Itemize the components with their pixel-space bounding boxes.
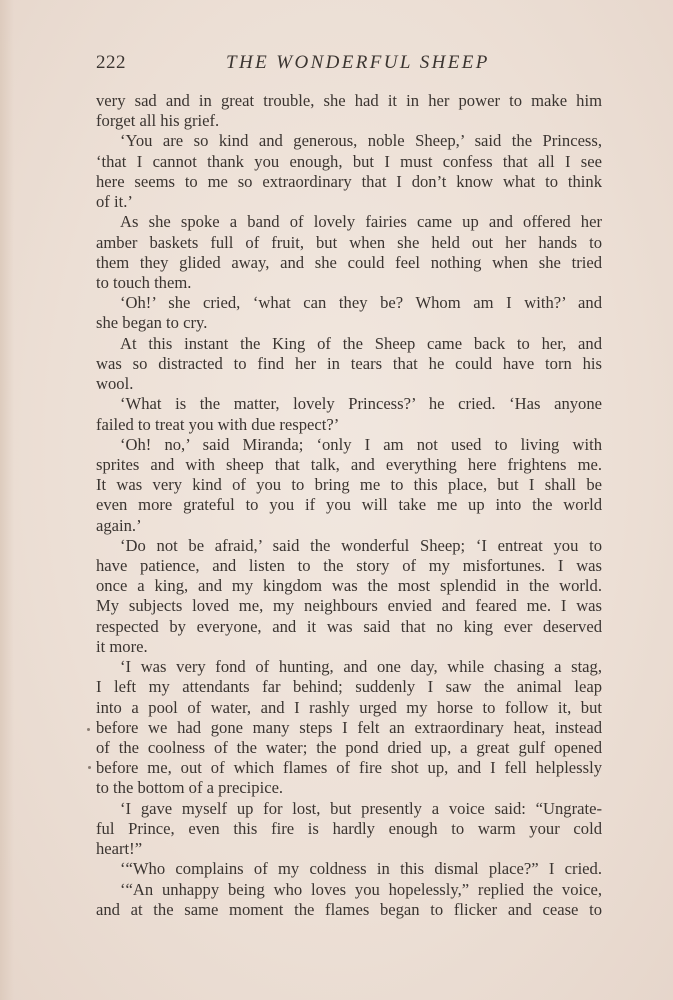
text-line: to touch them. (96, 272, 192, 292)
text-line: ‘Oh! no,’ said Miranda; ‘only I am not used to living with (120, 434, 602, 454)
text-line: respected by everyone, and it was said that no king ever deserved (96, 616, 602, 636)
text-line: wool. (96, 374, 134, 394)
page-header (96, 52, 602, 76)
text-line: even more grateful to you if you will take me up into the world (96, 495, 602, 515)
text-line: ‘I gave myself up for lost, but presently a voice said: “Ungrate- (120, 798, 602, 818)
text-line: At this instant the King of the Sheep came back to her, and (120, 333, 602, 353)
text-line: have patience, and listen to the story of my misfortunes. I was (96, 556, 602, 576)
text-line: and at the same moment the flames began to flicker and cease to (96, 899, 602, 919)
text-line: once a king, and my kingdom was the most splendid in the world. (96, 576, 602, 596)
text-line: I left my attendants far behind; suddenly I saw the animal leap (96, 677, 602, 697)
text-line: here seems to me so extraordinary that I don’t know what to think (96, 171, 602, 191)
page-number: 222 (96, 52, 126, 73)
text-line: of the coolness of the water; the pond dried up, a great gulf opened (96, 738, 602, 757)
text-line: As she spoke a band of lovely fairies came up and offered her (120, 212, 602, 232)
text-line: it more. (96, 636, 148, 656)
text-line: sprites and with sheep that talk, and everything here frightens me. (96, 454, 602, 474)
body-text (96, 91, 602, 920)
text-line: to the bottom of a precipice. (96, 778, 284, 798)
text-line: before we had gone many steps I felt an extraordinary heat, instead (96, 717, 602, 737)
text-line: heart!” (96, 839, 143, 859)
margin-mark (87, 728, 90, 731)
text-line: was so distracted to find her in tears that he could have torn his (96, 353, 602, 373)
text-line: again.’ (96, 515, 142, 535)
text-line: ‘Do not be afraid,’ said the wonderful Sheep; ‘I entreat you to (120, 535, 602, 555)
text-line: ‘“Who complains of my coldness in this dismal place?” I cried. (120, 859, 602, 879)
text-line: It was very kind of you to bring me to this place, but I shall be (96, 475, 602, 495)
text-line: ful Prince, even this fire is hardly enough to warm your cold (96, 818, 602, 838)
text-line: before me, out of which flames of fire shot up, and I fell helplessly (96, 758, 602, 778)
text-line: ‘that I cannot thank you enough, but I must confess that all I see (96, 151, 602, 171)
text-line: she began to cry. (96, 313, 208, 333)
text-line: ‘What is the matter, lovely Princess?’ he cried. ‘Has anyone (120, 394, 602, 414)
text-line: ‘“An unhappy being who loves you hopelessly,” replied the voice, (120, 879, 602, 899)
text-line: failed to treat you with due respect?’ (96, 414, 340, 434)
text-line: ‘Oh!’ she cried, ‘what can they be? Whom am I with?’ and (120, 293, 602, 313)
text-line: amber baskets full of fruit, but when she held out her hands to (96, 232, 602, 252)
gutter-shadow (0, 0, 14, 1000)
text-line: them they glided away, and she could feel nothing when she tried (96, 252, 602, 272)
text-line: ‘I was very fond of hunting, and one day, while chasing a stag, (120, 657, 602, 677)
text-line: into a pool of water, and I rashly urged my horse to follow it, but (96, 697, 602, 717)
margin-mark (88, 766, 91, 769)
running-title: THE WONDERFUL SHEEP (226, 52, 490, 73)
text-line: of it.’ (96, 192, 133, 212)
text-line: very sad and in great trouble, she had it in her power to make him (96, 91, 602, 110)
text-line: My subjects loved me, my neighbours envied and feared me. I was (96, 596, 602, 616)
text-line: forget all his grief. (96, 111, 220, 131)
text-line: ‘You are so kind and generous, noble Sheep,’ said the Princess, (120, 131, 602, 151)
